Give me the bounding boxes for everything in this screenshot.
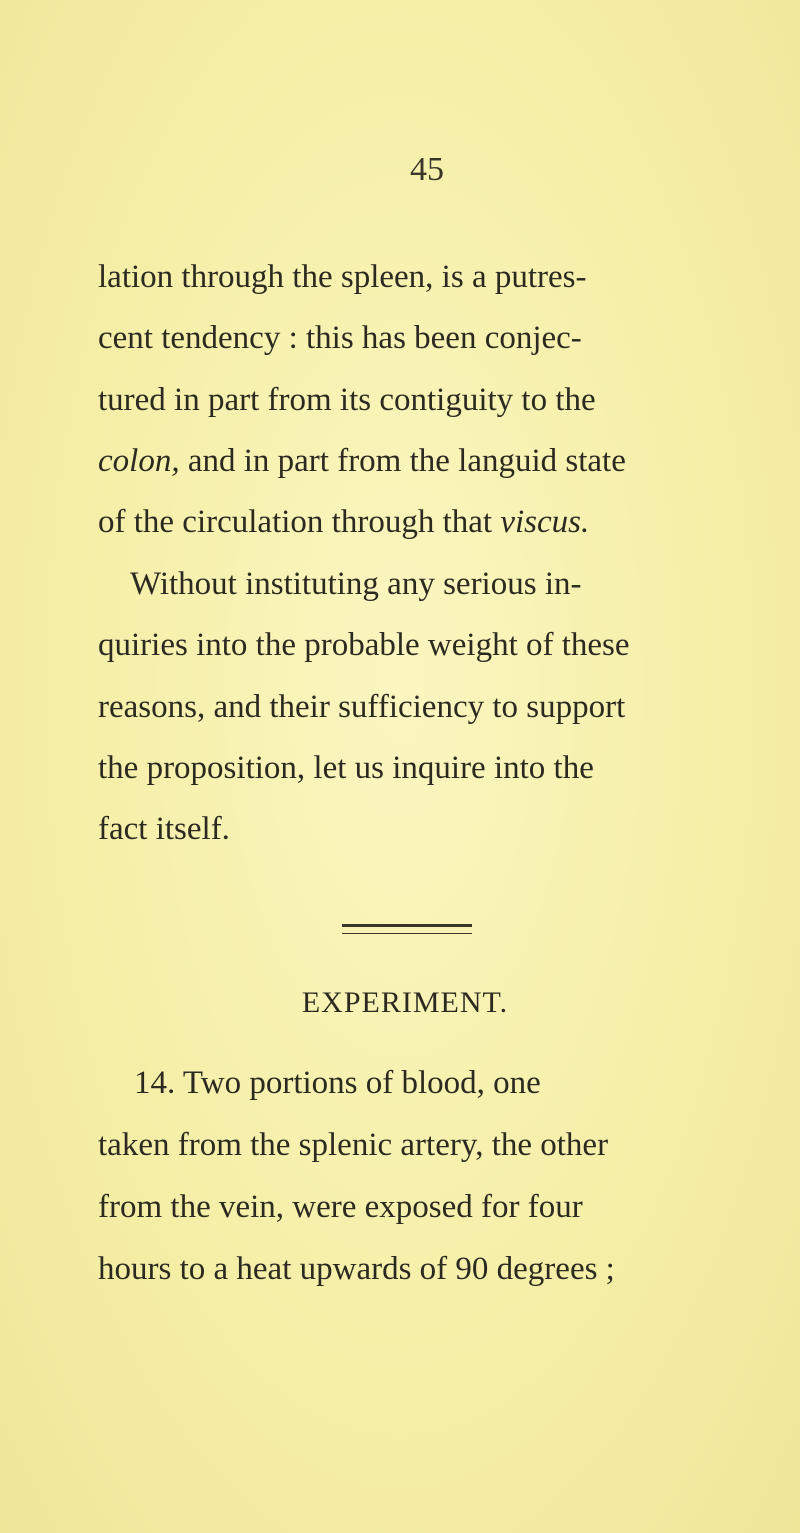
text-line-with-italic	[98, 499, 589, 545]
text-line: fact itself.	[98, 811, 230, 847]
text-line: from the vein, were exposed for four	[98, 1189, 583, 1225]
text-line-indent: 14. Two portions of blood, one	[134, 1065, 541, 1101]
text-segment: and in part from the languid state	[187, 443, 626, 479]
text-line: cent tendency : this has been conjec-	[98, 320, 582, 356]
text-line-indent: Without instituting any serious in-	[130, 566, 582, 602]
page-number: 45	[410, 151, 444, 188]
text-line: the proposition, let us inquire into the	[98, 750, 594, 786]
text-line-with-italic	[98, 438, 626, 484]
section-heading: EXPERIMENT.	[301, 986, 509, 1019]
text-line: tured in part from its contiguity to the	[98, 382, 596, 418]
italic-term-viscus: viscus.	[500, 504, 590, 540]
text-line: lation through the spleen, is a putres-	[98, 259, 587, 295]
italic-term-colon: colon,	[98, 443, 180, 479]
text-segment: of the circulation through that	[98, 504, 493, 540]
section-divider	[342, 924, 472, 934]
text-line: taken from the splenic artery, the other	[98, 1127, 609, 1163]
text-line: quiries into the probable weight of these	[98, 627, 630, 663]
text-line: hours to a heat upwards of 90 degrees ;	[98, 1251, 615, 1287]
text-line: reasons, and their sufficiency to support	[98, 689, 626, 725]
